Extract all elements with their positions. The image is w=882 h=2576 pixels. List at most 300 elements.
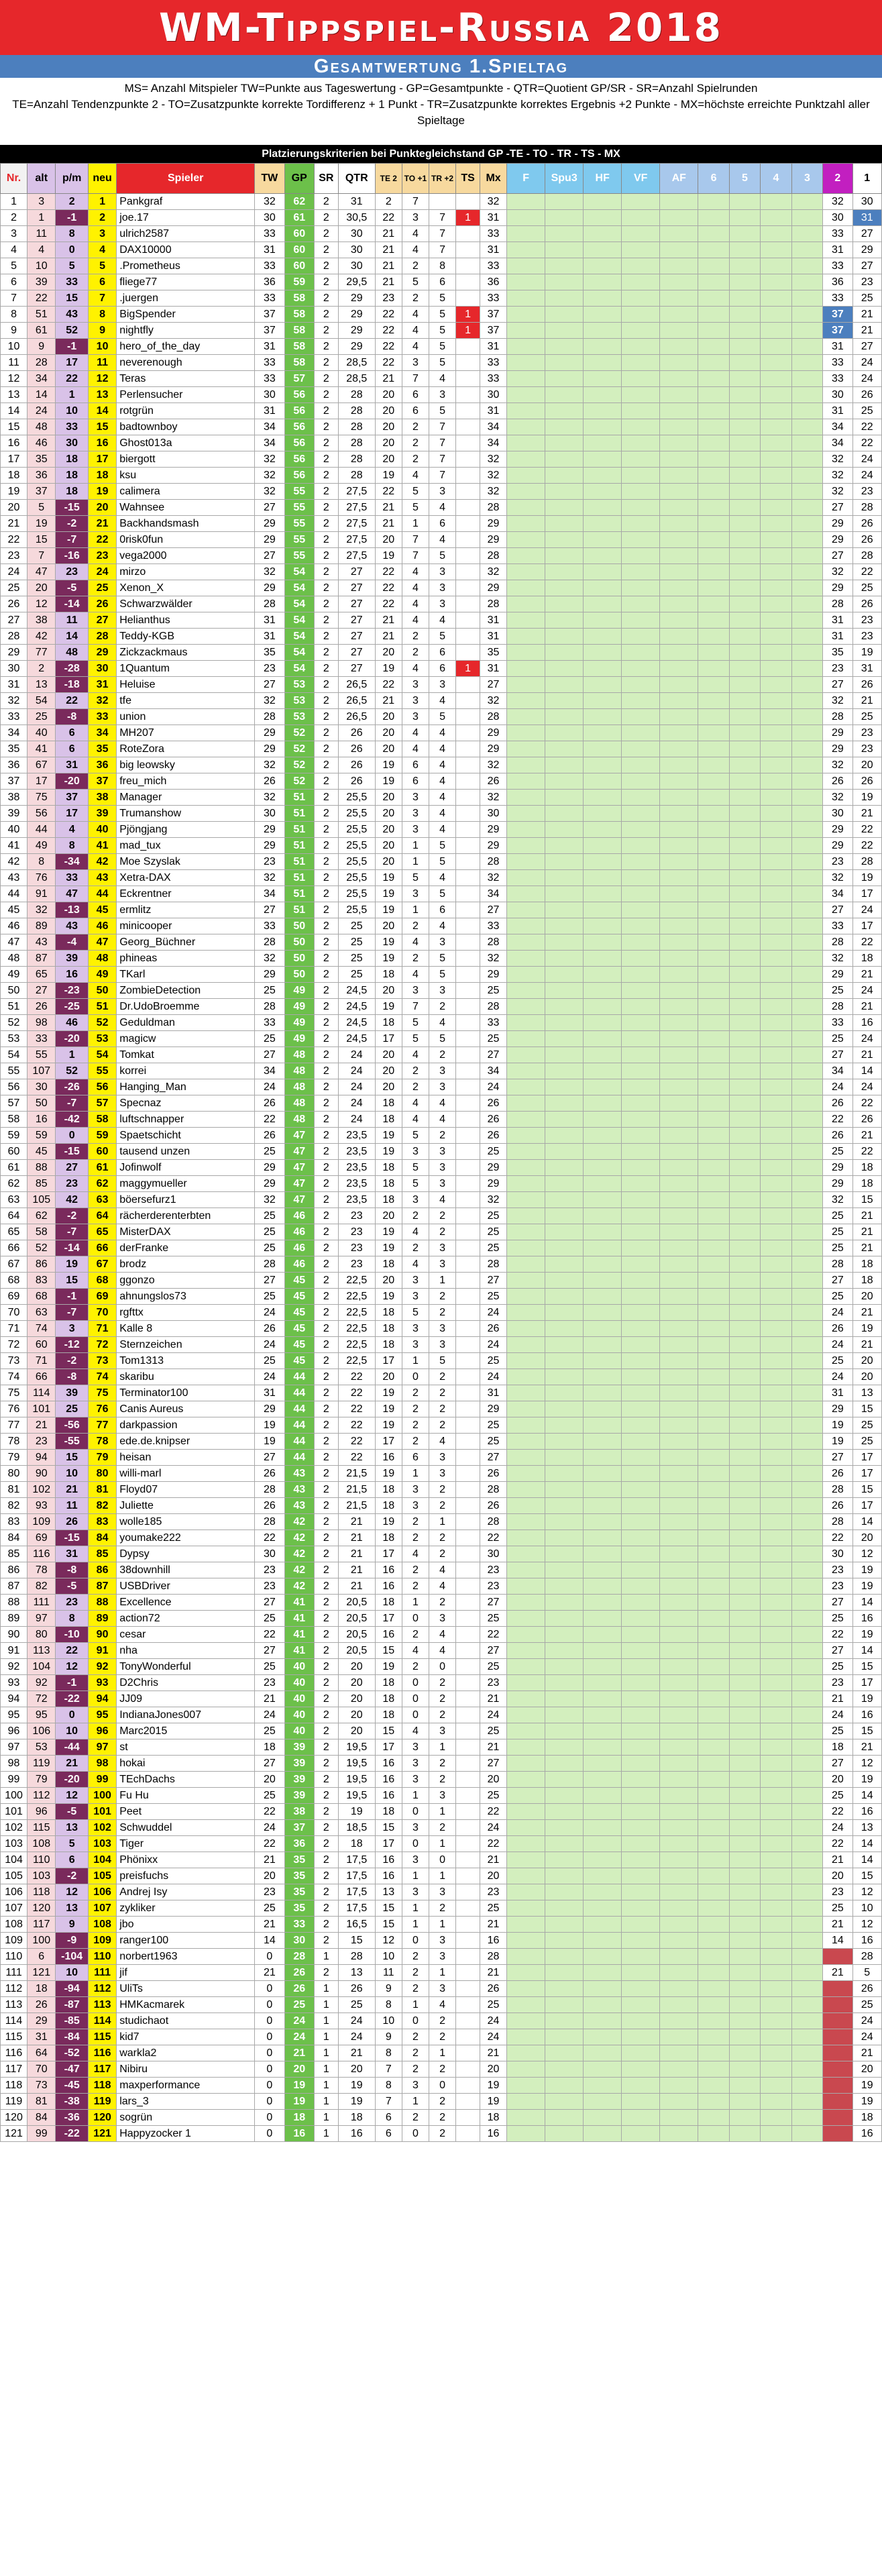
cell-ts: [456, 435, 480, 451]
cell-nr: 48: [1, 951, 27, 967]
cell-spieler[interactable]: derFranke: [117, 1240, 255, 1256]
cell-round-2: 26: [823, 1095, 852, 1112]
cell-pm: 39: [56, 951, 89, 967]
col-header-gp[interactable]: GP: [284, 164, 314, 194]
cell-spieler[interactable]: Excellence: [117, 1595, 255, 1611]
cell-sr: 2: [314, 355, 338, 371]
cell-spieler[interactable]: rotgrün: [117, 403, 255, 419]
col-header-vf[interactable]: VF: [622, 164, 660, 194]
cell-ts: [456, 773, 480, 790]
cell-round-2: [823, 2061, 852, 2078]
cell-spieler[interactable]: warkla2: [117, 2045, 255, 2061]
cell-tw: 22: [255, 1836, 284, 1852]
cell-spieler[interactable]: Moe Szyslak: [117, 854, 255, 870]
cell-round-2: [823, 2078, 852, 2094]
cell-spieler[interactable]: norbert1963: [117, 1949, 255, 1965]
cell-spieler[interactable]: sogrün: [117, 2110, 255, 2126]
cell-round-1: 22: [852, 1144, 881, 1160]
cell-mx: 34: [480, 435, 507, 451]
cell-spieler[interactable]: st: [117, 1739, 255, 1756]
cell-round-6: [698, 1788, 729, 1804]
cell-tr: 5: [429, 1353, 455, 1369]
cell-spieler[interactable]: Dypsy: [117, 1546, 255, 1562]
cell-ts: [456, 1240, 480, 1256]
cell-nr: 65: [1, 1224, 27, 1240]
cell-spu3: [545, 274, 584, 290]
cell-spieler[interactable]: Perlensucher: [117, 387, 255, 403]
col-header-nr[interactable]: Nr.: [1, 164, 27, 194]
cell-neu: 10: [88, 339, 116, 355]
cell-to: 1: [402, 854, 429, 870]
cell-alt: 119: [27, 1756, 56, 1772]
cell-spieler[interactable]: calimera: [117, 484, 255, 500]
cell-spieler[interactable]: Tomkat: [117, 1047, 255, 1063]
cell-spieler[interactable]: Xenon_X: [117, 580, 255, 596]
cell-hf: [584, 1305, 622, 1321]
cell-spieler[interactable]: joe.17: [117, 210, 255, 226]
cell-spieler[interactable]: Juliette: [117, 1498, 255, 1514]
cell-round-3: [791, 870, 822, 886]
cell-vf: [622, 532, 660, 548]
cell-round-3: [791, 1723, 822, 1739]
cell-spieler[interactable]: Teddy-KGB: [117, 629, 255, 645]
cell-ts: [456, 1611, 480, 1627]
cell-spieler[interactable]: Schwuddel: [117, 1820, 255, 1836]
cell-spu3: [545, 564, 584, 580]
cell-spieler[interactable]: willi-marl: [117, 1466, 255, 1482]
col-header-round-6[interactable]: 6: [698, 164, 729, 194]
cell-spu3: [545, 2061, 584, 2078]
cell-round-1: 24: [852, 2029, 881, 2045]
cell-spieler[interactable]: minicooper: [117, 918, 255, 934]
cell-spieler[interactable]: Specnaz: [117, 1095, 255, 1112]
cell-spieler[interactable]: maggymueller: [117, 1176, 255, 1192]
cell-spieler[interactable]: Andrej Isy: [117, 1884, 255, 1900]
cell-round-6: [698, 1353, 729, 1369]
col-header-tw[interactable]: TW: [255, 164, 284, 194]
cell-te: 16: [375, 1627, 402, 1643]
table-row: [1, 1836, 882, 1852]
cell-spieler[interactable]: Canis Aureus: [117, 1401, 255, 1417]
col-header-te[interactable]: TE 2: [375, 164, 402, 194]
cell-f: [507, 1804, 545, 1820]
cell-spieler[interactable]: cesar: [117, 1627, 255, 1643]
cell-qtr: 27: [338, 596, 375, 612]
cell-spieler[interactable]: korrei: [117, 1063, 255, 1079]
cell-spieler[interactable]: Sternzeichen: [117, 1337, 255, 1353]
cell-qtr: 25,5: [338, 870, 375, 886]
cell-af: [660, 516, 698, 532]
cell-spieler[interactable]: HMKacmarek: [117, 1997, 255, 2013]
cell-spieler[interactable]: Tom1313: [117, 1353, 255, 1369]
cell-round-6: [698, 1965, 729, 1981]
cell-sr: 2: [314, 1546, 338, 1562]
cell-spieler[interactable]: mirzo: [117, 564, 255, 580]
cell-mx: 31: [480, 1385, 507, 1401]
cell-f: [507, 1305, 545, 1321]
cell-spieler[interactable]: action72: [117, 1611, 255, 1627]
cell-tw: 32: [255, 468, 284, 484]
cell-spieler[interactable]: 38downhill: [117, 1562, 255, 1578]
cell-vf: [622, 2126, 660, 2142]
cell-pm: -7: [56, 1224, 89, 1240]
cell-f: [507, 2094, 545, 2110]
cell-spieler[interactable]: ranger100: [117, 1933, 255, 1949]
cell-sr: 1: [314, 2061, 338, 2078]
cell-spieler[interactable]: rächerderenterbten: [117, 1208, 255, 1224]
cell-round-1: 22: [852, 838, 881, 854]
cell-mx: 24: [480, 1337, 507, 1353]
cell-spieler[interactable]: ahnungslos73: [117, 1289, 255, 1305]
cell-spieler[interactable]: MH207: [117, 725, 255, 741]
cell-spieler[interactable]: UliTs: [117, 1981, 255, 1997]
col-header-neu[interactable]: neu: [88, 164, 116, 194]
cell-af: [660, 1868, 698, 1884]
cell-spieler[interactable]: ulrich2587: [117, 226, 255, 242]
cell-spieler[interactable]: 1Quantum: [117, 661, 255, 677]
cell-spu3: [545, 323, 584, 339]
cell-round-2: 37: [823, 307, 852, 323]
cell-neu: 69: [88, 1289, 116, 1305]
cell-spieler[interactable]: D2Chris: [117, 1675, 255, 1691]
cell-spieler[interactable]: IndianaJones007: [117, 1707, 255, 1723]
cell-sr: 2: [314, 1353, 338, 1369]
cell-spieler[interactable]: freu_mich: [117, 773, 255, 790]
cell-alt: 103: [27, 1868, 56, 1884]
cell-pm: -52: [56, 2045, 89, 2061]
cell-tw: 27: [255, 548, 284, 564]
cell-spieler[interactable]: jif: [117, 1965, 255, 1981]
cell-spieler[interactable]: rgfttx: [117, 1305, 255, 1321]
cell-te: 11: [375, 1965, 402, 1981]
cell-ts: [456, 500, 480, 516]
cell-af: [660, 226, 698, 242]
col-header-to[interactable]: TO +1: [402, 164, 429, 194]
cell-spieler[interactable]: TonyWonderful: [117, 1659, 255, 1675]
cell-spieler[interactable]: fliege77: [117, 274, 255, 290]
col-header-spu3[interactable]: Spu3: [545, 164, 584, 194]
cell-round-1: 5: [852, 1965, 881, 1981]
cell-neu: 64: [88, 1208, 116, 1224]
cell-spieler[interactable]: TKarl: [117, 967, 255, 983]
cell-alt: 41: [27, 741, 56, 757]
cell-tr: 4: [429, 790, 455, 806]
cell-spieler[interactable]: ermlitz: [117, 902, 255, 918]
cell-tr: 3: [429, 1256, 455, 1273]
cell-nr: 1: [1, 194, 27, 210]
cell-spieler[interactable]: MisterDAX: [117, 1224, 255, 1240]
cell-f: [507, 1627, 545, 1643]
cell-spieler[interactable]: phineas: [117, 951, 255, 967]
cell-spieler[interactable]: Kalle 8: [117, 1321, 255, 1337]
cell-round-4: [761, 1240, 791, 1256]
cell-tr: 3: [429, 1788, 455, 1804]
col-header-round-3[interactable]: 3: [791, 164, 822, 194]
cell-spieler[interactable]: ZombieDetection: [117, 983, 255, 999]
cell-spieler[interactable]: darkpassion: [117, 1417, 255, 1434]
cell-mx: 32: [480, 194, 507, 210]
cell-spieler[interactable]: böersefurz1: [117, 1192, 255, 1208]
cell-spieler[interactable]: badtownboy: [117, 419, 255, 435]
cell-mx: 20: [480, 1772, 507, 1788]
cell-tw: 24: [255, 1079, 284, 1095]
cell-f: [507, 1546, 545, 1562]
cell-alt: 76: [27, 870, 56, 886]
cell-af: [660, 677, 698, 693]
cell-round-3: [791, 2013, 822, 2029]
cell-to: 2: [402, 629, 429, 645]
cell-sr: 2: [314, 1578, 338, 1595]
cell-spieler[interactable]: Xetra-DAX: [117, 870, 255, 886]
cell-spieler[interactable]: JJ09: [117, 1691, 255, 1707]
cell-spieler[interactable]: neverenough: [117, 355, 255, 371]
cell-gp: 60: [284, 242, 314, 258]
cell-spieler[interactable]: magicw: [117, 1031, 255, 1047]
cell-ts: [456, 1997, 480, 2013]
cell-spieler[interactable]: skaribu: [117, 1369, 255, 1385]
cell-pm: -28: [56, 661, 89, 677]
col-header-ts[interactable]: TS: [456, 164, 480, 194]
cell-mx: 26: [480, 1981, 507, 1997]
cell-spieler[interactable]: hero_of_the_day: [117, 339, 255, 355]
cell-te: 17: [375, 1739, 402, 1756]
cell-spieler[interactable]: Wahnsee: [117, 500, 255, 516]
cell-spieler[interactable]: Hanging_Man: [117, 1079, 255, 1095]
cell-to: 1: [402, 1788, 429, 1804]
col-header-round-2[interactable]: 2: [823, 164, 852, 194]
cell-vf: [622, 612, 660, 629]
cell-spieler[interactable]: studichaot: [117, 2013, 255, 2029]
cell-spieler[interactable]: brodz: [117, 1256, 255, 1273]
cell-neu: 13: [88, 387, 116, 403]
cell-qtr: 21: [338, 1578, 375, 1595]
cell-neu: 119: [88, 2094, 116, 2110]
cell-hf: [584, 419, 622, 435]
cell-spieler[interactable]: luftschnapper: [117, 1112, 255, 1128]
cell-tr: 3: [429, 1981, 455, 1997]
cell-spu3: [545, 612, 584, 629]
cell-round-5: [729, 983, 760, 999]
col-header-round-5[interactable]: 5: [729, 164, 760, 194]
cell-spieler[interactable]: ksu: [117, 468, 255, 484]
cell-spieler[interactable]: Floyd07: [117, 1482, 255, 1498]
cell-te: 17: [375, 1611, 402, 1627]
cell-vf: [622, 1595, 660, 1611]
cell-spieler[interactable]: biergott: [117, 451, 255, 468]
cell-spieler[interactable]: USBDriver: [117, 1578, 255, 1595]
cell-spieler[interactable]: Pjöngjang: [117, 822, 255, 838]
cell-tw: 0: [255, 2078, 284, 2094]
cell-spieler[interactable]: preisfuchs: [117, 1868, 255, 1884]
cell-nr: 68: [1, 1273, 27, 1289]
cell-alt: 28: [27, 355, 56, 371]
cell-spu3: [545, 1160, 584, 1176]
cell-hf: [584, 564, 622, 580]
cell-mx: 21: [480, 1965, 507, 1981]
cell-round-6: [698, 1256, 729, 1273]
cell-spieler[interactable]: ede.de.knipser: [117, 1434, 255, 1450]
cell-mx: 37: [480, 307, 507, 323]
col-header-sr[interactable]: SR: [314, 164, 338, 194]
col-header-af[interactable]: AF: [660, 164, 698, 194]
cell-neu: 55: [88, 1063, 116, 1079]
col-header-mx[interactable]: Mx: [480, 164, 507, 194]
cell-gp: 49: [284, 1015, 314, 1031]
cell-round-6: [698, 1160, 729, 1176]
cell-vf: [622, 790, 660, 806]
cell-alt: 65: [27, 967, 56, 983]
cell-tw: 27: [255, 1595, 284, 1611]
cell-spieler[interactable]: Peet: [117, 1804, 255, 1820]
cell-spieler[interactable]: Happyzocker 1: [117, 2126, 255, 2142]
cell-neu: 89: [88, 1611, 116, 1627]
cell-spieler[interactable]: tfe: [117, 693, 255, 709]
cell-spieler[interactable]: nha: [117, 1643, 255, 1659]
cell-spieler[interactable]: hokai: [117, 1756, 255, 1772]
cell-af: [660, 902, 698, 918]
col-header-pm[interactable]: p/m: [56, 164, 89, 194]
cell-spieler[interactable]: BigSpender: [117, 307, 255, 323]
cell-spieler[interactable]: kid7: [117, 2029, 255, 2045]
cell-gp: 16: [284, 2126, 314, 2142]
cell-spieler[interactable]: vega2000: [117, 548, 255, 564]
cell-spieler[interactable]: Backhandsmash: [117, 516, 255, 532]
cell-spieler[interactable]: Schwarzwälder: [117, 596, 255, 612]
cell-pm: -85: [56, 2013, 89, 2029]
cell-spieler[interactable]: DAX10000: [117, 242, 255, 258]
cell-hf: [584, 1900, 622, 1917]
cell-spieler[interactable]: Eckrentner: [117, 886, 255, 902]
cell-hf: [584, 1031, 622, 1047]
cell-vf: [622, 1385, 660, 1401]
cell-spieler[interactable]: Fu Hu: [117, 1788, 255, 1804]
cell-spu3: [545, 1498, 584, 1514]
col-header-qtr[interactable]: QTR: [338, 164, 375, 194]
col-header-tr[interactable]: TR +2: [429, 164, 455, 194]
cell-spieler[interactable]: lars_3: [117, 2094, 255, 2110]
cell-alt: 56: [27, 806, 56, 822]
table-row: [1, 1192, 882, 1208]
col-header-round-4[interactable]: 4: [761, 164, 791, 194]
cell-spieler[interactable]: Nibiru: [117, 2061, 255, 2078]
cell-f: [507, 596, 545, 612]
cell-gp: 58: [284, 323, 314, 339]
cell-round-2: 30: [823, 387, 852, 403]
cell-spieler[interactable]: Pankgraf: [117, 194, 255, 210]
cell-qtr: 22: [338, 1401, 375, 1417]
cell-tr: 3: [429, 387, 455, 403]
cell-spieler[interactable]: mad_tux: [117, 838, 255, 854]
cell-spu3: [545, 677, 584, 693]
cell-spieler[interactable]: Zickzackmaus: [117, 645, 255, 661]
cell-spieler[interactable]: heisan: [117, 1450, 255, 1466]
cell-spieler[interactable]: jbo: [117, 1917, 255, 1933]
cell-hf: [584, 677, 622, 693]
col-header-round-1[interactable]: 1: [852, 164, 881, 194]
table-row: [1, 677, 882, 693]
cell-round-4: [761, 967, 791, 983]
cell-spieler[interactable]: Trumanshow: [117, 806, 255, 822]
cell-round-1: 21: [852, 1337, 881, 1353]
cell-spieler[interactable]: Teras: [117, 371, 255, 387]
cell-qtr: 24: [338, 1112, 375, 1128]
cell-tr: 3: [429, 934, 455, 951]
cell-sr: 2: [314, 1256, 338, 1273]
cell-spieler[interactable]: tausend unzen: [117, 1144, 255, 1160]
cell-gp: 48: [284, 1095, 314, 1112]
cell-spieler[interactable]: Spaetschicht: [117, 1128, 255, 1144]
cell-spu3: [545, 1466, 584, 1482]
cell-spieler[interactable]: maxperformance: [117, 2078, 255, 2094]
cell-round-5: [729, 210, 760, 226]
cell-spieler[interactable]: Ghost013a: [117, 435, 255, 451]
cell-round-2: 31: [823, 339, 852, 355]
cell-spieler[interactable]: big leowsky: [117, 757, 255, 773]
cell-round-2: 32: [823, 484, 852, 500]
table-row: [1, 757, 882, 773]
cell-spieler[interactable]: Helianthus: [117, 612, 255, 629]
table-row: [1, 1562, 882, 1578]
cell-spieler[interactable]: 0risk0fun: [117, 532, 255, 548]
cell-spieler[interactable]: Terminator100: [117, 1385, 255, 1401]
cell-spieler[interactable]: Dr.UdoBroemme: [117, 999, 255, 1015]
cell-spu3: [545, 1450, 584, 1466]
cell-spieler[interactable]: wolle185: [117, 1514, 255, 1530]
cell-spieler[interactable]: Georg_Büchner: [117, 934, 255, 951]
cell-spieler[interactable]: Geduldman: [117, 1015, 255, 1031]
cell-f: [507, 355, 545, 371]
cell-spieler[interactable]: .juergen: [117, 290, 255, 307]
cell-vf: [622, 902, 660, 918]
cell-spieler[interactable]: zykliker: [117, 1900, 255, 1917]
cell-alt: 34: [27, 371, 56, 387]
cell-nr: 73: [1, 1353, 27, 1369]
cell-round-2: [823, 2126, 852, 2142]
col-header-hf[interactable]: HF: [584, 164, 622, 194]
cell-vf: [622, 1884, 660, 1900]
cell-ts: [456, 2061, 480, 2078]
cell-spieler[interactable]: TEchDachs: [117, 1772, 255, 1788]
cell-spieler[interactable]: Marc2015: [117, 1723, 255, 1739]
cell-round-5: [729, 1417, 760, 1434]
cell-spieler[interactable]: nightfly: [117, 323, 255, 339]
cell-spieler[interactable]: Tiger: [117, 1836, 255, 1852]
cell-spieler[interactable]: youmake222: [117, 1530, 255, 1546]
cell-tw: 27: [255, 1756, 284, 1772]
cell-spieler[interactable]: Manager: [117, 790, 255, 806]
cell-spieler[interactable]: union: [117, 709, 255, 725]
cell-spieler[interactable]: Jofinwolf: [117, 1160, 255, 1176]
col-header-f[interactable]: F: [507, 164, 545, 194]
cell-neu: 32: [88, 693, 116, 709]
cell-hf: [584, 1240, 622, 1256]
cell-pm: 10: [56, 403, 89, 419]
cell-sr: 2: [314, 822, 338, 838]
cell-spieler[interactable]: ggonzo: [117, 1273, 255, 1289]
cell-spieler[interactable]: Heluise: [117, 677, 255, 693]
cell-round-2: 23: [823, 1578, 852, 1595]
col-header-spieler[interactable]: Spieler: [117, 164, 255, 194]
cell-spieler[interactable]: Phönixx: [117, 1852, 255, 1868]
cell-spieler[interactable]: RoteZora: [117, 741, 255, 757]
col-header-alt[interactable]: alt: [27, 164, 56, 194]
table-row: [1, 1273, 882, 1289]
cell-spieler[interactable]: .Prometheus: [117, 258, 255, 274]
cell-qtr: 28,5: [338, 355, 375, 371]
cell-mx: 25: [480, 1659, 507, 1675]
cell-round-3: [791, 1965, 822, 1981]
cell-sr: 2: [314, 1417, 338, 1434]
